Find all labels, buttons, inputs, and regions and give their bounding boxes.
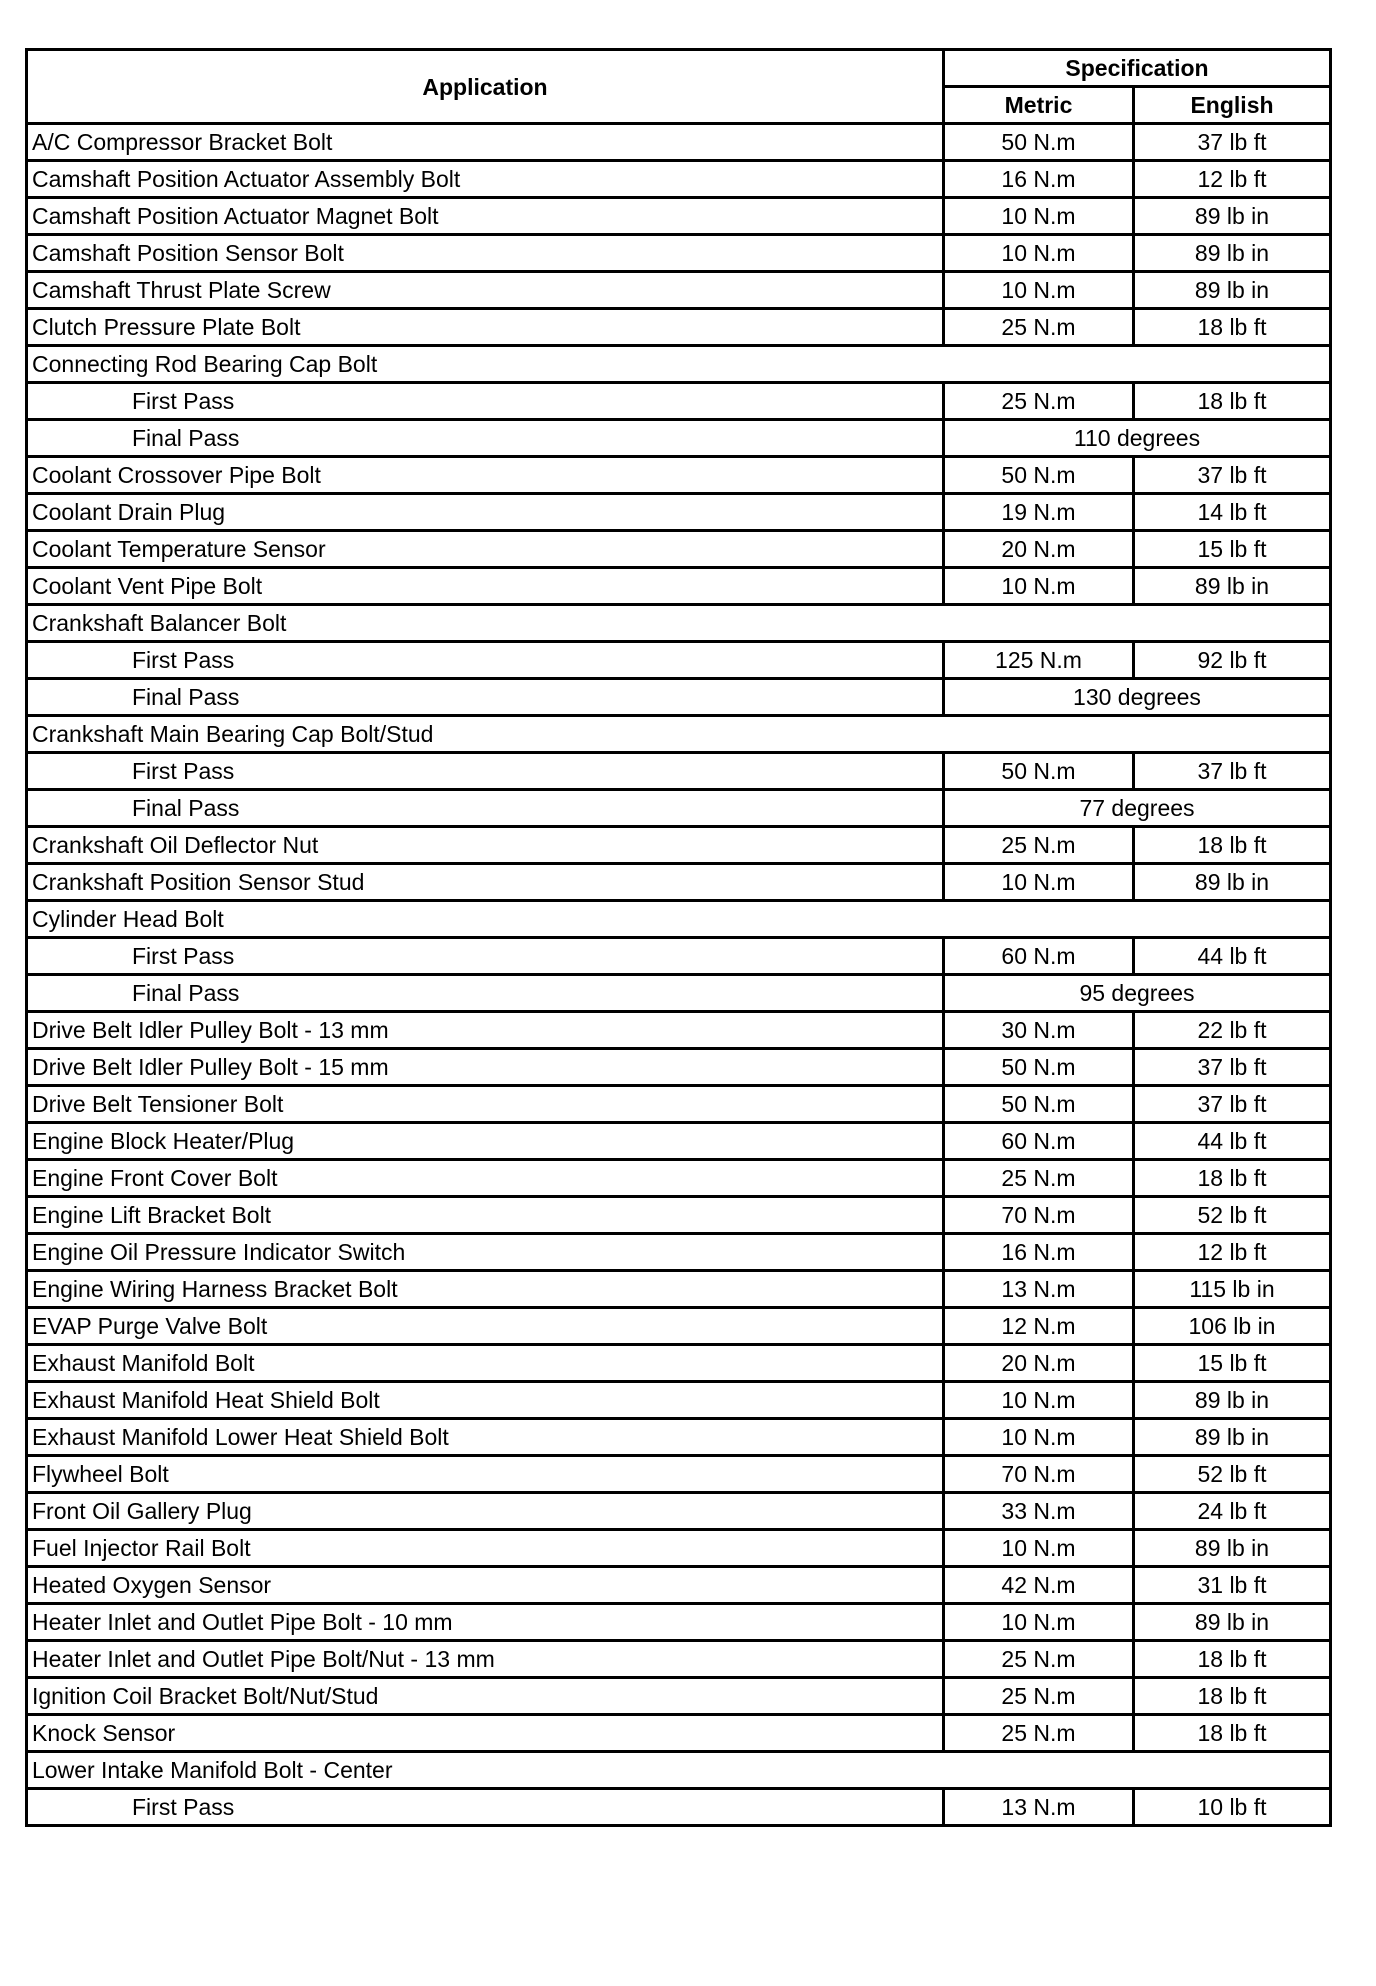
table-row — [27, 124, 1331, 161]
application-label: Engine Front Cover Bolt — [27, 1160, 944, 1197]
application-label: Drive Belt Tensioner Bolt — [27, 1086, 944, 1123]
step-label: Final Pass — [27, 679, 944, 716]
table-group-row — [27, 901, 1331, 938]
english-value: 18 lb ft — [1134, 1641, 1331, 1678]
step-label: Final Pass — [27, 420, 944, 457]
english-value: 37 lb ft — [1134, 457, 1331, 494]
metric-value: 50 N.m — [944, 124, 1134, 161]
application-label: Front Oil Gallery Plug — [27, 1493, 944, 1530]
english-value: 24 lb ft — [1134, 1493, 1331, 1530]
english-value: 18 lb ft — [1134, 1715, 1331, 1752]
metric-value: 16 N.m — [944, 1234, 1134, 1271]
metric-value: 25 N.m — [944, 383, 1134, 420]
step-label: First Pass — [27, 753, 944, 790]
metric-value: 20 N.m — [944, 531, 1134, 568]
english-value: 52 lb ft — [1134, 1197, 1331, 1234]
torque-specification-table — [25, 48, 1332, 1827]
table-row — [27, 568, 1331, 605]
application-label: Flywheel Bolt — [27, 1456, 944, 1493]
english-value: 89 lb in — [1134, 568, 1331, 605]
table-group-row — [27, 605, 1331, 642]
table-row — [27, 494, 1331, 531]
application-label: Lower Intake Manifold Bolt - Center — [27, 1752, 1331, 1789]
metric-value: 25 N.m — [944, 827, 1134, 864]
english-value: 31 lb ft — [1134, 1567, 1331, 1604]
english-value: 12 lb ft — [1134, 1234, 1331, 1271]
metric-value: 70 N.m — [944, 1197, 1134, 1234]
application-label: Cylinder Head Bolt — [27, 901, 1331, 938]
english-value: 92 lb ft — [1134, 642, 1331, 679]
step-label: First Pass — [27, 383, 944, 420]
metric-value: 25 N.m — [944, 1641, 1134, 1678]
table-row — [27, 1308, 1331, 1345]
english-value: 22 lb ft — [1134, 1012, 1331, 1049]
english-value: 10 lb ft — [1134, 1789, 1331, 1826]
application-label: Crankshaft Position Sensor Stud — [27, 864, 944, 901]
table-row — [27, 790, 1331, 827]
table-row — [27, 1715, 1331, 1752]
table-row — [27, 1530, 1331, 1567]
table-row — [27, 235, 1331, 272]
table-row — [27, 642, 1331, 679]
application-label: Camshaft Position Sensor Bolt — [27, 235, 944, 272]
application-label: Fuel Injector Rail Bolt — [27, 1530, 944, 1567]
table-row — [27, 1160, 1331, 1197]
table-row — [27, 1123, 1331, 1160]
metric-value: 60 N.m — [944, 938, 1134, 975]
application-label: Engine Wiring Harness Bracket Bolt — [27, 1271, 944, 1308]
english-value: 106 lb in — [1134, 1308, 1331, 1345]
application-label: Crankshaft Oil Deflector Nut — [27, 827, 944, 864]
table-row — [27, 1382, 1331, 1419]
table-row — [27, 1641, 1331, 1678]
english-value: 52 lb ft — [1134, 1456, 1331, 1493]
metric-value: 25 N.m — [944, 1715, 1134, 1752]
angle-spec-cell: 95 degrees — [944, 975, 1331, 1012]
application-label: Exhaust Manifold Lower Heat Shield Bolt — [27, 1419, 944, 1456]
english-value: 14 lb ft — [1134, 494, 1331, 531]
table-row — [27, 753, 1331, 790]
metric-value: 20 N.m — [944, 1345, 1134, 1382]
application-label: Camshaft Thrust Plate Screw — [27, 272, 944, 309]
angle-spec-cell: 110 degrees — [944, 420, 1331, 457]
table-row — [27, 309, 1331, 346]
metric-value: 50 N.m — [944, 1049, 1134, 1086]
table-row — [27, 938, 1331, 975]
table-row — [27, 1012, 1331, 1049]
metric-value: 30 N.m — [944, 1012, 1134, 1049]
metric-value: 50 N.m — [944, 753, 1134, 790]
step-label: First Pass — [27, 642, 944, 679]
application-column-header: Application — [27, 50, 944, 124]
application-label: Drive Belt Idler Pulley Bolt - 15 mm — [27, 1049, 944, 1086]
table-row — [27, 1197, 1331, 1234]
application-label: EVAP Purge Valve Bolt — [27, 1308, 944, 1345]
metric-value: 10 N.m — [944, 568, 1134, 605]
application-label: Heater Inlet and Outlet Pipe Bolt/Nut - 13 mm — [27, 1641, 944, 1678]
table-row — [27, 198, 1331, 235]
table-row — [27, 383, 1331, 420]
table-row — [27, 1456, 1331, 1493]
application-label: Exhaust Manifold Heat Shield Bolt — [27, 1382, 944, 1419]
metric-value: 16 N.m — [944, 161, 1134, 198]
english-value: 37 lb ft — [1134, 753, 1331, 790]
table-row — [27, 827, 1331, 864]
application-label: A/C Compressor Bracket Bolt — [27, 124, 944, 161]
english-value: 89 lb in — [1134, 198, 1331, 235]
english-value: 15 lb ft — [1134, 531, 1331, 568]
step-label: First Pass — [27, 938, 944, 975]
table-group-row — [27, 716, 1331, 753]
english-value: 18 lb ft — [1134, 1160, 1331, 1197]
table-row — [27, 1049, 1331, 1086]
table-row — [27, 1345, 1331, 1382]
table-group-row — [27, 346, 1331, 383]
table-row — [27, 1789, 1331, 1826]
table-row — [27, 1604, 1331, 1641]
table-row — [27, 1419, 1331, 1456]
table-row — [27, 1271, 1331, 1308]
angle-spec-cell: 130 degrees — [944, 679, 1331, 716]
application-label: Knock Sensor — [27, 1715, 944, 1752]
table-row — [27, 531, 1331, 568]
english-column-header: English — [1134, 87, 1331, 124]
table-row — [27, 1493, 1331, 1530]
metric-value: 10 N.m — [944, 198, 1134, 235]
metric-value: 50 N.m — [944, 457, 1134, 494]
application-label: Coolant Vent Pipe Bolt — [27, 568, 944, 605]
application-label: Camshaft Position Actuator Magnet Bolt — [27, 198, 944, 235]
application-label: Ignition Coil Bracket Bolt/Nut/Stud — [27, 1678, 944, 1715]
metric-value: 25 N.m — [944, 309, 1134, 346]
table-row — [27, 1234, 1331, 1271]
application-label: Engine Lift Bracket Bolt — [27, 1197, 944, 1234]
metric-value: 125 N.m — [944, 642, 1134, 679]
table-row — [27, 1567, 1331, 1604]
english-value: 18 lb ft — [1134, 383, 1331, 420]
english-value: 89 lb in — [1134, 1419, 1331, 1456]
english-value: 37 lb ft — [1134, 1086, 1331, 1123]
table-row — [27, 864, 1331, 901]
metric-value: 60 N.m — [944, 1123, 1134, 1160]
metric-value: 10 N.m — [944, 1419, 1134, 1456]
metric-value: 25 N.m — [944, 1160, 1134, 1197]
english-value: 12 lb ft — [1134, 161, 1331, 198]
application-label: Connecting Rod Bearing Cap Bolt — [27, 346, 1331, 383]
table-row — [27, 161, 1331, 198]
table-row — [27, 1678, 1331, 1715]
english-value: 89 lb in — [1134, 1604, 1331, 1641]
table-header — [27, 50, 1331, 124]
metric-value: 10 N.m — [944, 1530, 1134, 1567]
application-label: Exhaust Manifold Bolt — [27, 1345, 944, 1382]
application-label: Engine Block Heater/Plug — [27, 1123, 944, 1160]
metric-value: 33 N.m — [944, 1493, 1134, 1530]
metric-value: 70 N.m — [944, 1456, 1134, 1493]
english-value: 89 lb in — [1134, 1382, 1331, 1419]
english-value: 18 lb ft — [1134, 309, 1331, 346]
application-label: Engine Oil Pressure Indicator Switch — [27, 1234, 944, 1271]
table-row — [27, 1086, 1331, 1123]
english-value: 44 lb ft — [1134, 938, 1331, 975]
table-group-row — [27, 1752, 1331, 1789]
metric-column-header: Metric — [944, 87, 1134, 124]
table-row — [27, 420, 1331, 457]
application-label: Drive Belt Idler Pulley Bolt - 13 mm — [27, 1012, 944, 1049]
metric-value: 10 N.m — [944, 1604, 1134, 1641]
english-value: 44 lb ft — [1134, 1123, 1331, 1160]
english-value: 89 lb in — [1134, 1530, 1331, 1567]
english-value: 115 lb in — [1134, 1271, 1331, 1308]
table-body — [27, 124, 1331, 1826]
metric-value: 42 N.m — [944, 1567, 1134, 1604]
step-label: Final Pass — [27, 975, 944, 1012]
application-label: Heater Inlet and Outlet Pipe Bolt - 10 mm — [27, 1604, 944, 1641]
step-label: First Pass — [27, 1789, 944, 1826]
angle-spec-cell: 77 degrees — [944, 790, 1331, 827]
english-value: 15 lb ft — [1134, 1345, 1331, 1382]
metric-value: 25 N.m — [944, 1678, 1134, 1715]
english-value: 89 lb in — [1134, 272, 1331, 309]
application-label: Crankshaft Balancer Bolt — [27, 605, 1331, 642]
application-label: Clutch Pressure Plate Bolt — [27, 309, 944, 346]
metric-value: 10 N.m — [944, 272, 1134, 309]
english-value: 37 lb ft — [1134, 1049, 1331, 1086]
step-label: Final Pass — [27, 790, 944, 827]
table-row — [27, 272, 1331, 309]
table-row — [27, 975, 1331, 1012]
english-value: 89 lb in — [1134, 235, 1331, 272]
metric-value: 19 N.m — [944, 494, 1134, 531]
application-label: Coolant Drain Plug — [27, 494, 944, 531]
header-row-top — [27, 50, 1331, 87]
metric-value: 10 N.m — [944, 1382, 1134, 1419]
metric-value: 10 N.m — [944, 864, 1134, 901]
application-label: Coolant Temperature Sensor — [27, 531, 944, 568]
table-row — [27, 457, 1331, 494]
metric-value: 12 N.m — [944, 1308, 1134, 1345]
specification-column-header: Specification — [944, 50, 1331, 87]
application-label: Coolant Crossover Pipe Bolt — [27, 457, 944, 494]
metric-value: 10 N.m — [944, 235, 1134, 272]
application-label: Crankshaft Main Bearing Cap Bolt/Stud — [27, 716, 1331, 753]
english-value: 89 lb in — [1134, 864, 1331, 901]
metric-value: 50 N.m — [944, 1086, 1134, 1123]
english-value: 18 lb ft — [1134, 1678, 1331, 1715]
metric-value: 13 N.m — [944, 1271, 1134, 1308]
application-label: Camshaft Position Actuator Assembly Bolt — [27, 161, 944, 198]
english-value: 37 lb ft — [1134, 124, 1331, 161]
application-label: Heated Oxygen Sensor — [27, 1567, 944, 1604]
english-value: 18 lb ft — [1134, 827, 1331, 864]
metric-value: 13 N.m — [944, 1789, 1134, 1826]
table-row — [27, 679, 1331, 716]
